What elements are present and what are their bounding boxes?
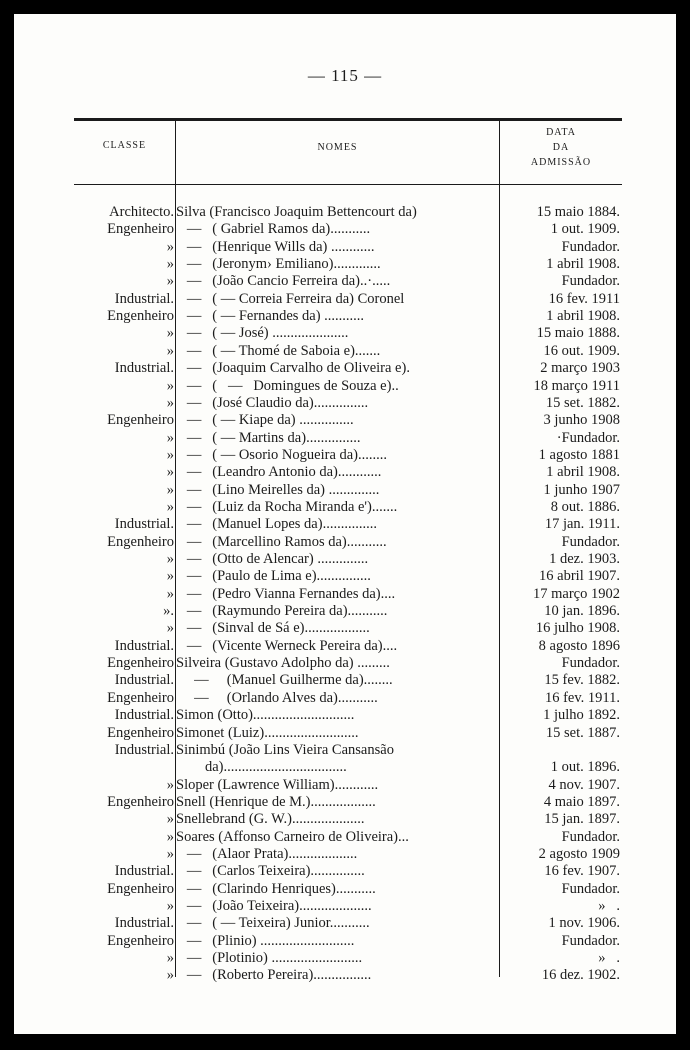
row-classe: Industrial. [114, 672, 174, 689]
row-nome: — (Orlando Alves da)........... [176, 689, 378, 706]
row-data: 1 abril 1908. [546, 464, 620, 481]
row-data: 10 jan. 1896. [544, 603, 620, 620]
row-nome: — (Carlos Teixeira)............... [176, 863, 365, 880]
header-data: DATA [546, 127, 576, 138]
row-classe: Architecto. [109, 204, 174, 220]
row-data: 16 abril 1907. [539, 568, 620, 585]
row-classe: Industrial. [114, 290, 174, 307]
row-nome: Soares (Affonso Carneiro de Oliveira)... [176, 828, 409, 845]
row-classe: Engenheiro [107, 655, 174, 672]
row-classe: » [166, 256, 174, 273]
row-classe: » [166, 898, 174, 914]
row-classe: Industrial. [114, 516, 174, 533]
row-nome: — (Marcellino Ramos da)........... [176, 533, 387, 550]
row-nome: — (José Claudio da)............... [176, 394, 369, 411]
row-nome: — (Luiz da Rocha Miranda e')....... [176, 498, 398, 515]
header-nomes: NOMES [317, 142, 358, 153]
row-nome: — ( Gabriel Ramos da)........... [176, 221, 371, 238]
row-classe: Engenheiro [107, 932, 174, 949]
header-bottom-rule-classe [74, 184, 175, 185]
row-data: Fundador. [561, 273, 620, 290]
row-nome: — (Lino Meirelles da) .............. [176, 481, 380, 498]
row-classe: Engenheiro [107, 412, 174, 429]
row-data: » . [598, 950, 620, 967]
row-nome: — (Plotinio) ......................... [176, 950, 363, 967]
row-data: 16 fev. 1911 [548, 290, 620, 307]
row-data: 8 out. 1886. [550, 498, 620, 515]
row-data: 4 maio 1897. [543, 793, 620, 810]
row-nome: — ( — Osorio Nogueira da)........ [176, 446, 388, 463]
row-data: 15 maio 1884. [536, 204, 620, 220]
row-classe: » [166, 498, 174, 515]
row-classe: Industrial. [114, 360, 174, 377]
row-data: 17 jan. 1911. [544, 516, 620, 533]
row-data: Fundador. [561, 828, 620, 845]
row-nome: — (Sinval de Sá e).................. [176, 620, 370, 637]
row-nome: da).................................. [176, 759, 347, 776]
row-data: 16 out. 1909. [543, 342, 620, 359]
row-nome: — (Otto de Alencar) .............. [176, 551, 369, 567]
row-classe: Industrial. [114, 741, 174, 758]
row-data: 3 junho 1908 [543, 412, 620, 429]
page-number: — 115 — [307, 66, 383, 85]
row-nome: — ( — Martins da)............... [176, 429, 361, 446]
row-classe: Industrial. [114, 637, 174, 654]
row-data: 1 out. 1909. [550, 221, 620, 238]
page [14, 14, 676, 1034]
row-data: 4 nov. 1907. [548, 776, 620, 793]
row-data: » . [598, 898, 620, 914]
row-data: 1 julho 1892. [543, 707, 620, 724]
row-nome: — ( — Fernandes da) ........... [176, 308, 365, 325]
row-nome: Silva (Francisco Joaquim Bettencourt da) [176, 204, 417, 220]
row-data: 15 jan. 1897. [544, 811, 620, 828]
header-classe: CLASSE [102, 140, 147, 151]
row-nome: — (Leandro Antonio da)............ [176, 464, 382, 481]
row-data: 2 março 1903 [540, 360, 620, 377]
header-admissao: ADMISSÃO [530, 157, 592, 168]
row-classe: » [166, 238, 174, 255]
row-classe: Industrial. [114, 915, 174, 932]
row-data: 15 maio 1888. [536, 325, 620, 342]
header-top-rule [74, 118, 622, 121]
row-nome: Snellebrand (G. W.).................... [176, 811, 365, 828]
row-nome: — ( — Thomé de Saboia e)....... [176, 342, 381, 359]
row-data: 1 abril 1908. [546, 256, 620, 273]
row-data: 1 abril 1908. [546, 308, 620, 325]
row-nome: Silveira (Gustavo Adolpho da) ......... [176, 655, 390, 672]
row-nome: Simonet (Luiz).......................... [176, 724, 359, 741]
row-nome: Sloper (Lawrence William)............ [176, 776, 379, 793]
row-nome: — ( — Kiape da) ............... [176, 412, 354, 429]
row-data: 18 março 1911 [533, 377, 620, 394]
row-nome: — (João Cancio Ferreira da)..·..... [176, 273, 391, 290]
row-data: 1 out. 1896. [550, 759, 620, 776]
row-nome: — ( — Teixeira) Junior........... [176, 915, 370, 932]
row-classe: » [166, 967, 174, 984]
row-data: Fundador. [561, 533, 620, 550]
row-data: 16 julho 1908. [535, 620, 620, 637]
row-classe: » [166, 446, 174, 463]
row-nome: — (Joaquim Carvalho de Oliveira e). [176, 360, 410, 377]
row-classe: » [166, 377, 174, 394]
row-nome: — (João Teixeira).................... [176, 898, 372, 914]
row-data: 1 nov. 1906. [548, 915, 620, 932]
row-nome: — (Manuel Lopes da)............... [176, 516, 377, 533]
row-classe: » [166, 845, 174, 862]
row-classe: Engenheiro [107, 308, 174, 325]
row-classe: ». [163, 603, 174, 620]
row-data: 2 agosto 1909 [538, 845, 620, 862]
row-data: 1 junho 1907 [543, 481, 620, 498]
row-nome: — ( — Correia Ferreira da) Coronel [176, 290, 405, 307]
row-classe: » [166, 828, 174, 845]
row-nome: — (Alaor Prata)................... [176, 845, 358, 862]
row-nome: Simon (Otto)............................ [176, 707, 355, 724]
row-data: 1 agosto 1881 [538, 446, 620, 463]
row-nome: — (Henrique Wills da) ............ [176, 238, 375, 255]
row-nome: — (Plinio) .......................... [176, 932, 355, 949]
row-classe: Industrial. [114, 863, 174, 880]
row-data: 16 fev. 1911. [544, 689, 620, 706]
row-data: Fundador. [561, 880, 620, 897]
row-classe: » [166, 620, 174, 637]
row-nome: — (Jeronym› Emiliano)............. [176, 256, 381, 273]
row-nome: — (Pedro Vianna Fernandes da).... [176, 585, 396, 602]
row-classe: » [166, 568, 174, 585]
row-classe: Engenheiro [107, 880, 174, 897]
row-classe: Engenheiro [107, 793, 174, 810]
row-classe: » [166, 429, 174, 446]
row-data: 15 set. 1887. [545, 724, 620, 741]
row-data: 15 fev. 1882. [544, 672, 620, 689]
row-classe: Industrial. [114, 707, 174, 724]
row-nome: — ( — José) ..................... [176, 325, 349, 342]
row-nome: — (Manuel Guilherme da)........ [176, 672, 393, 689]
row-classe: » [166, 950, 174, 967]
row-data: ·Fundador. [556, 429, 620, 446]
header-bottom-rule-nomes [176, 184, 499, 185]
header-da: DA [552, 142, 570, 153]
row-data: 16 dez. 1902. [541, 967, 620, 984]
row-data: 1 dez. 1903. [549, 551, 620, 567]
row-classe: » [166, 342, 174, 359]
row-classe: Engenheiro [107, 724, 174, 741]
row-classe: Engenheiro [107, 689, 174, 706]
row-nome: — (Raymundo Pereira da)........... [176, 603, 388, 620]
row-classe: Engenheiro [107, 533, 174, 550]
row-nome: Sinimbú (João Lins Vieira Cansansão [176, 741, 394, 758]
row-data: 8 agosto 1896 [538, 637, 620, 654]
row-data: 17 março 1902 [533, 585, 620, 602]
row-classe: » [166, 585, 174, 602]
row-nome: — ( — Domingues de Souza e).. [176, 377, 399, 394]
table-row [14, 965, 676, 985]
row-nome: Snell (Henrique de M.).................. [176, 793, 376, 810]
row-nome: — (Vicente Werneck Pereira da).... [176, 637, 398, 654]
row-classe: Engenheiro [107, 221, 174, 238]
row-classe: » [166, 325, 174, 342]
row-nome: — (Clarindo Henriques)........... [176, 880, 376, 897]
row-classe: » [166, 776, 174, 793]
row-data: Fundador. [561, 655, 620, 672]
row-classe: » [166, 273, 174, 290]
row-data: Fundador. [561, 932, 620, 949]
row-classe: » [166, 394, 174, 411]
row-classe: » [166, 481, 174, 498]
row-data: 15 set. 1882. [545, 394, 620, 411]
row-classe: » [166, 464, 174, 481]
row-nome: — (Roberto Pereira)................ [176, 967, 372, 984]
row-data: Fundador. [561, 238, 620, 255]
row-classe: » [166, 551, 174, 567]
header-bottom-rule-data [500, 184, 622, 185]
row-classe: » [166, 811, 174, 828]
row-data: 16 fev. 1907. [544, 863, 620, 880]
row-nome: — (Paulo de Lima e)............... [176, 568, 371, 585]
